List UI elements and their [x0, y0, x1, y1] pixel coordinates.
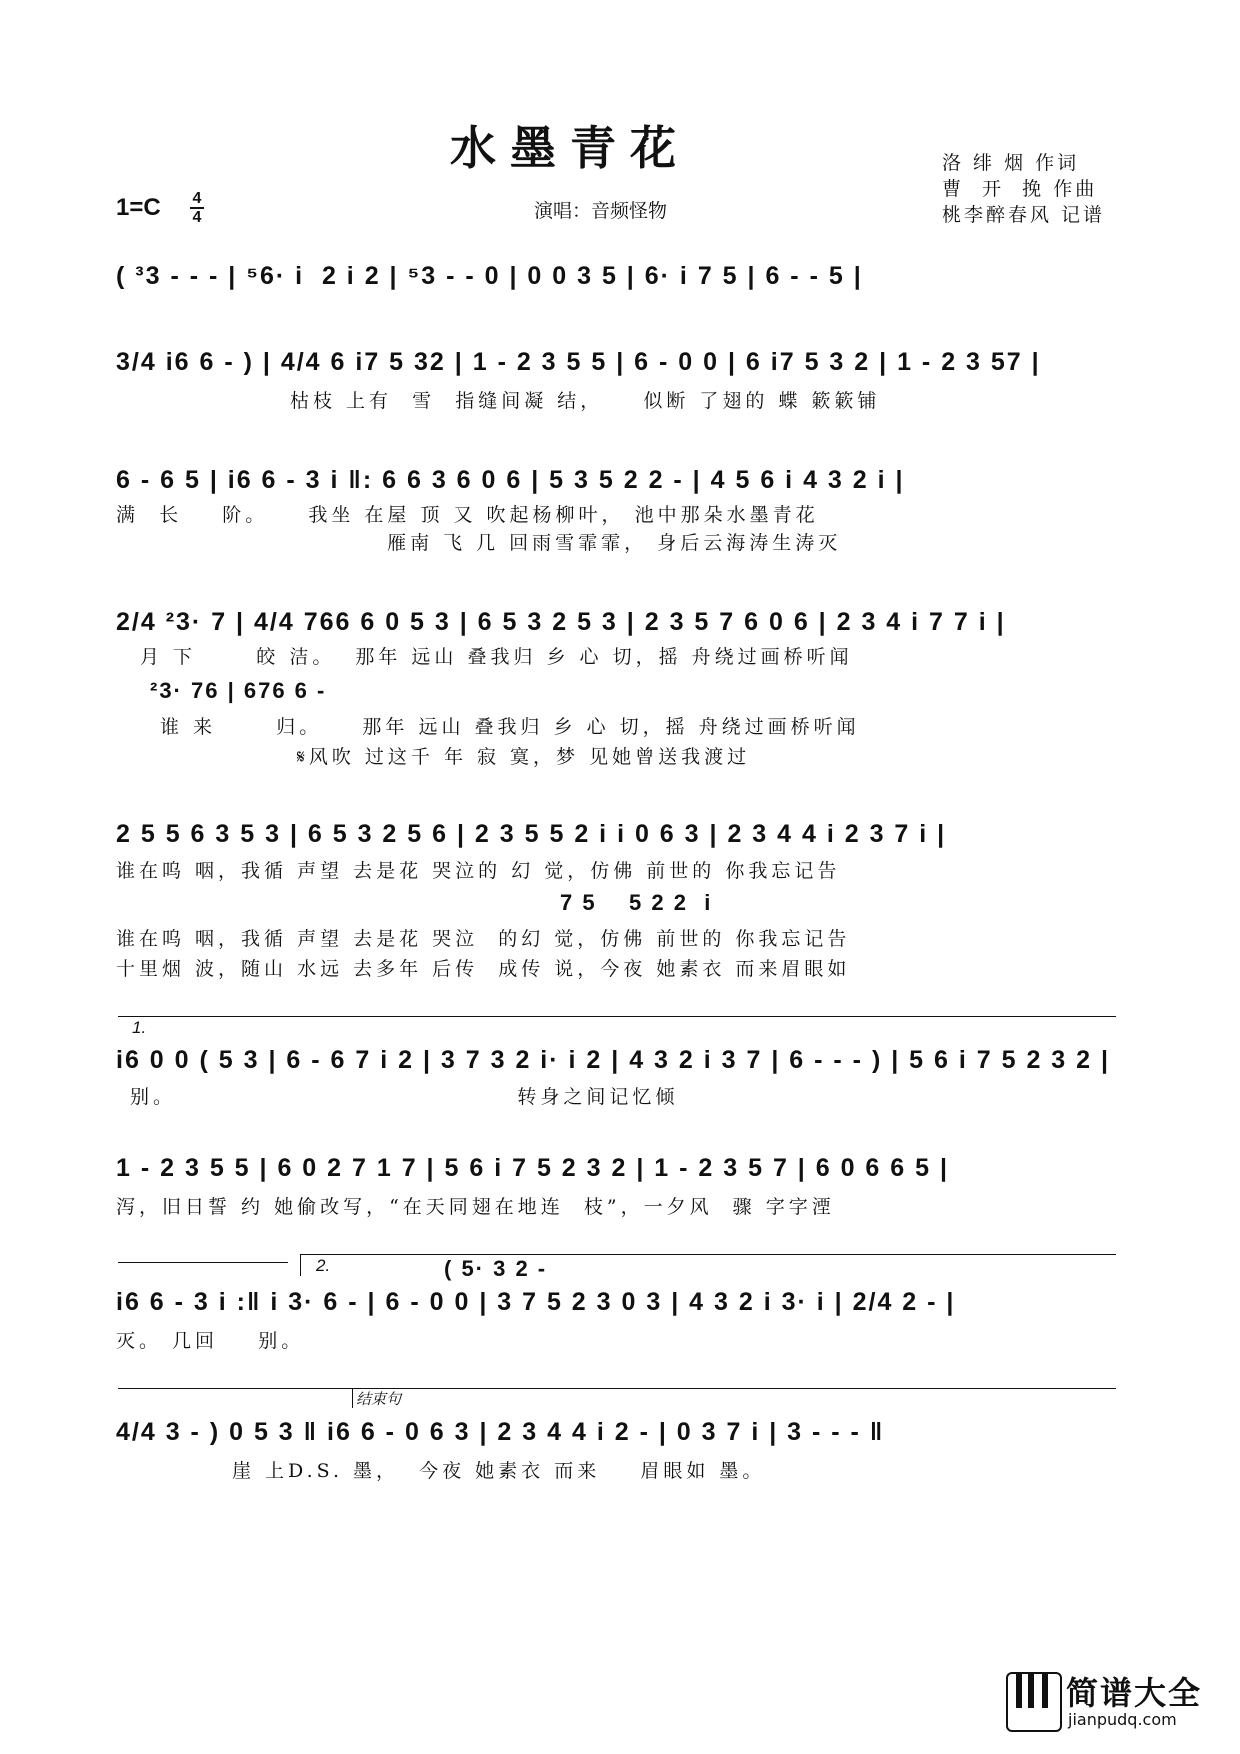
song-title: 水墨青花	[450, 121, 690, 175]
system-4-lyrics-1: 月 下 皎 洁。 那年 远山 叠我归 乡 心 切，摇 舟绕过画桥听闻	[140, 646, 853, 668]
system-4-lyrics-3: 𝄋风吹 过这千 年 寂 寞，梦 见她曾送我渡过	[116, 746, 751, 768]
coda-start	[352, 1388, 353, 1408]
volta-2-bracket	[300, 1254, 1116, 1255]
system-4-notes: 2/4 ²3· 7 | 4/4 766 6 0 5 3 | 6 5 3 2 5 3 | 2 3 5 7 6 0 6 | 2 3 4 i 7 7 i |	[116, 608, 1006, 636]
system-5-variant: 7 5 5 2 2 i	[560, 890, 713, 915]
system-5-lyrics-3: 十里烟 波，随山 水远 去多年 后传 成传 说，今夜 她素衣 而来眉眼如	[116, 958, 851, 980]
system-6-lyrics: 别。 转身之间记忆倾	[130, 1086, 679, 1108]
system-4-variant: ²3· 76 | 676 6 -	[150, 678, 327, 703]
brand-name: 简谱大全	[1066, 1674, 1203, 1712]
system-2-lyrics: 枯枝 上有 雪 指缝间凝 结， 似断 了翅的 蝶 簌簌铺	[290, 390, 881, 412]
system-5-lyrics-1: 谁在呜 咽，我循 声望 去是花 哭泣的 幻 觉，仿佛 前世的 你我忘记告	[116, 860, 841, 882]
system-8-lyrics: 灭。 几回 别。	[116, 1330, 305, 1352]
system-9-notes: 4/4 3 - ) 0 5 3 ‖ i6 6 - 0 6 3 | 2 3 4 4 i 2 - | 0 3 7 i | 3 - - - ‖	[116, 1418, 885, 1446]
composer-credit: 曹 开 挽 作曲	[942, 178, 1098, 200]
system-6-notes: i6 0 0 ( 5 3 | 6 - 6 7 i 2 | 3 7 3 2 i· i 2 | 4 3 2 i 3 7 | 6 - - - ) | 5 6 i 7 5 2 3 2 |	[116, 1046, 1110, 1074]
system-5-lyrics-2: 谁在呜 咽，我循 声望 去是花 哭泣 的幻 觉，仿佛 前世的 你我忘记告	[116, 928, 851, 950]
system-7-notes: 1 - 2 3 5 5 | 6 0 2 7 1 7 | 5 6 i 7 5 2 3 2 | 1 - 2 3 5 7 | 6 0 6 6 5 |	[116, 1154, 949, 1182]
volta-1-label: 1.	[132, 1018, 147, 1037]
volta-2-label: 2.	[316, 1256, 331, 1275]
system-9-upper-rule	[118, 1388, 1116, 1389]
system-8-variant: ( 5· 3 2 -	[444, 1256, 548, 1281]
system-3-notes: 6 - 6 5 | i6 6 - 3 i ‖: 6 6 3 6 0 6 | 5 3 5 2 2 - | 4 5 6 i 4 3 2 i |	[116, 466, 905, 494]
coda-label: 结束句	[356, 1391, 402, 1408]
system-8-notes: i6 6 - 3 i :‖ i 3· 6 - | 6 - 0 0 | 3 7 5 2 3 0 3 | 4 3 2 i 3· i | 2/4 2 - |	[116, 1288, 956, 1316]
system-7-lyrics: 泻，旧日誓 约 她偷改写，“在天同翅在地连 枝”，一夕风 骤 字字湮	[116, 1196, 835, 1218]
system-2-notes: 3/4 i6 6 - ) | 4/4 6 i7 5 32 | 1 - 2 3 5 5 | 6 - 0 0 | 6 i7 5 3 2 | 1 - 2 3 57 |	[116, 348, 1041, 376]
system-8-upper-rule	[118, 1262, 288, 1263]
system-1-notes: ( ³3 - - - | ⁵6· i 2 i 2 | ⁵3 - - 0 | 0 0 3 5 | 6· i 7 5 | 6 - - 5 |	[116, 262, 863, 290]
brand-url: jianpudq.com	[1068, 1710, 1177, 1729]
system-4-lyrics-2: 谁 来 归。 那年 远山 叠我归 乡 心 切，摇 舟绕过画桥听闻	[160, 716, 860, 738]
system-3-lyrics-2: 雁南 飞 几 回雨雪霏霏， 身后云海涛生涛灭	[116, 532, 842, 554]
time-signature: 4 4	[190, 190, 204, 226]
volta-1-bracket	[118, 1016, 1116, 1017]
singer-credit: 演唱：音频怪物	[534, 200, 668, 222]
transcriber-credit: 桃李醉春风 记谱	[942, 204, 1106, 226]
key-signature: 1=C	[116, 194, 161, 221]
brand-logo[interactable]	[1006, 1668, 1216, 1734]
lyricist-credit: 洛 绯 烟 作词	[942, 152, 1080, 174]
piano-keys-icon	[1006, 1672, 1062, 1732]
system-9-lyrics: 崖 上D.S. 墨， 今夜 她素衣 而来 眉眼如 墨。	[232, 1460, 766, 1482]
system-3-lyrics-1: 满 长 阶。 我坐 在屋 顶 又 吹起杨柳叶， 池中那朵水墨青花	[116, 504, 819, 526]
volta-2-start	[300, 1254, 301, 1276]
system-5-notes: 2 5 5 6 3 5 3 | 6 5 3 2 5 6 | 2 3 5 5 2 i i 0 6 3 | 2 3 4 4 i 2 3 7 i |	[116, 820, 947, 848]
